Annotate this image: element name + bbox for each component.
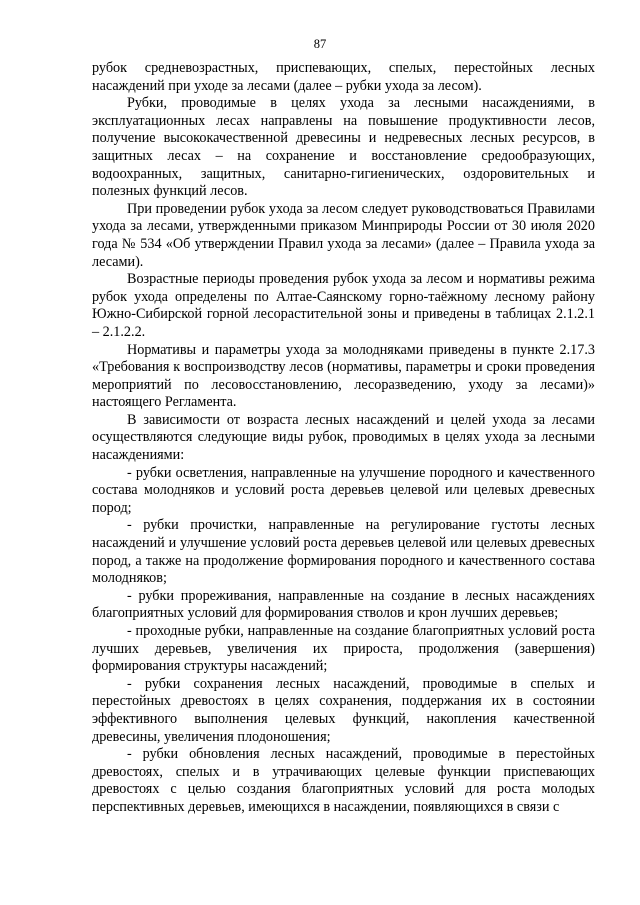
list-item-thinning-cuttings: - рубки прореживания, направленные на создание в лесных насаждениях благоприятных условий для формирования стволов и крон лучших деревьев;	[92, 587, 595, 622]
paragraph-young-stands-norms: Нормативы и параметры ухода за молодняками приведены в пункте 2.17.3 «Требования к воспроизводству лесов (нормативы, параметры и сроки проведения мероприятий по лесовосстановлению, лесоразведению, уходу за лесами)» настоящего Регламента.	[92, 341, 595, 411]
list-item-cleaning-cuttings: - рубки осветления, направленные на улучшение породного и качественного состава молодняков и условий роста деревьев целевой или целевых древесных пород;	[92, 464, 595, 516]
paragraph-age-periods: Возрастные периоды проведения рубок ухода за лесом и нормативы режима рубок ухода определены по Алтае-Саянскому горно-таёжному лесному району Южно-Сибирской горной лесорастительной зоны и приведены в таблицах 2.1.2.1 – 2.1.2.2.	[92, 271, 595, 340]
list-item-renewal-cuttings: - рубки обновления лесных насаждений, проводимые в перестойных древостоях, спелых и в утрачивающих целевые функции приспевающих древостоях с целью создания благоприятных условий для роста молодых перспективных деревьев, имеющихся в насаждении, появляющихся в связи с	[92, 746, 595, 815]
list-item-passing-cuttings: - проходные рубки, направленные на создание благоприятных условий роста лучших деревьев, увеличения их прироста, продолжения (завершения) формирования структуры насаждений;	[92, 623, 595, 675]
list-item-clearing-cuttings: - рубки прочистки, направленные на регулирование густоты лесных насаждений и улучшение условий роста деревьев целевой или целевых древесных пород, а также на продолжение формирования породного и качественного состава молодняков;	[92, 517, 595, 587]
paragraph-continuation: рубок средневозрастных, приспевающих, спелых, перестойных лесных насаждений при уходе за лесами (далее – рубки ухода за лесом).	[92, 60, 595, 94]
page-body	[92, 60, 595, 817]
paragraph-rules-reference: При проведении рубок ухода за лесом следует руководствоваться Правилами ухода за лесами, утвержденными приказом Минприроды России от 30 июля 2020 года № 534 «Об утверждении Правил ухода за лесами» (далее – Правила ухода за лесами).	[92, 200, 595, 270]
list-item-conservation-cuttings: - рубки сохранения лесных насаждений, проводимые в спелых и перестойных древостоях в целях сохранения, поддержания их в состоянии эффективного выполнения целевых функций, накопления качественной древесины, увеличения плодоношения;	[92, 675, 595, 745]
page-number: 87	[313, 37, 327, 51]
paragraph-thinning-purpose: Рубки, проводимые в целях ухода за лесными насаждениями, в эксплуатационных лесах направлены на повышение продуктивности лесов, получение высококачественной древесины и недревесных лесных ресурсов, в защитных лесах – на сохранение и восстановление средообразующих, водоохранных, защитных, санитарно-гигиенических, оздоровительных и полезных функций лесов.	[92, 95, 595, 200]
paragraph-thinning-types-intro: В зависимости от возраста лесных насаждений и целей ухода за лесами осуществляются следующие виды рубок, проводимых в целях ухода за лесными насаждениями:	[92, 411, 595, 464]
